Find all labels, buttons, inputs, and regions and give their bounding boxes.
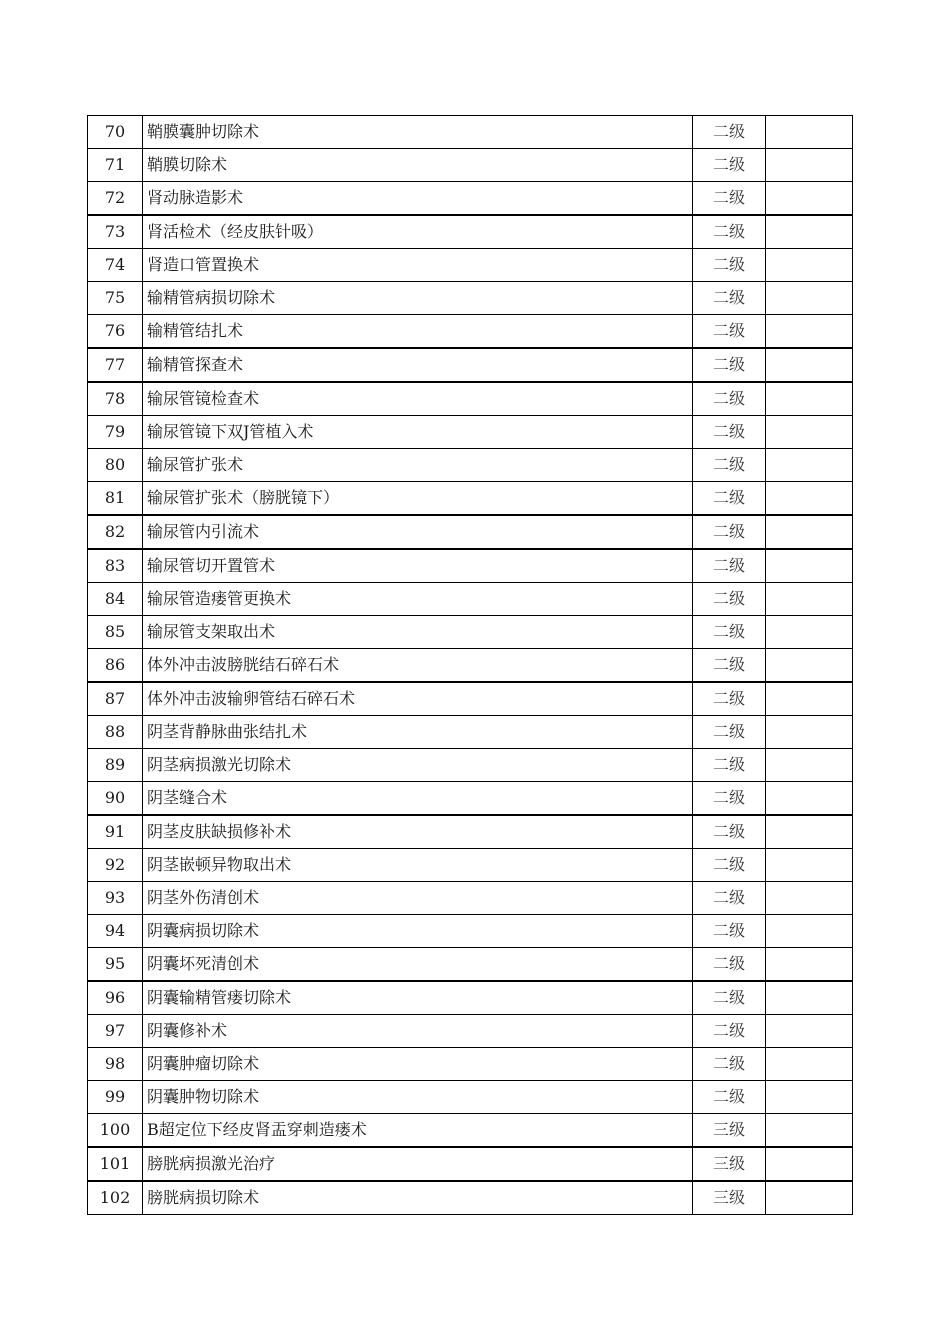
procedure-name-cell: 体外冲击波膀胱结石碎石术	[143, 649, 693, 683]
grade-level-cell: 二级	[693, 882, 766, 915]
remarks-cell	[766, 849, 853, 882]
procedure-name-cell: 阴囊病损切除术	[143, 915, 693, 948]
grade-level-cell: 二级	[693, 583, 766, 616]
grade-level-cell: 二级	[693, 782, 766, 816]
procedure-name-cell: 输精管结扎术	[143, 315, 693, 349]
procedure-name-cell: 体外冲击波输卵管结石碎石术	[143, 682, 693, 716]
row-number-cell: 94	[88, 915, 143, 948]
procedure-name-cell: 阴囊修补术	[143, 1015, 693, 1048]
table-row	[88, 583, 853, 616]
table-row	[88, 716, 853, 749]
grade-level-cell: 二级	[693, 749, 766, 782]
table-row	[88, 282, 853, 315]
grade-level-cell: 二级	[693, 515, 766, 549]
row-number-cell: 97	[88, 1015, 143, 1048]
grade-level-cell: 二级	[693, 282, 766, 315]
row-number-cell: 102	[88, 1181, 143, 1215]
table-row	[88, 416, 853, 449]
procedure-name-cell: 阴茎病损激光切除术	[143, 749, 693, 782]
procedure-name-cell: 阴茎缝合术	[143, 782, 693, 816]
row-number-cell: 81	[88, 482, 143, 516]
table-row	[88, 849, 853, 882]
remarks-cell	[766, 416, 853, 449]
remarks-cell	[766, 149, 853, 182]
procedure-name-cell: 输尿管镜检查术	[143, 382, 693, 416]
procedure-table	[87, 115, 853, 1215]
grade-level-cell: 二级	[693, 149, 766, 182]
row-number-cell: 70	[88, 116, 143, 149]
remarks-cell	[766, 249, 853, 282]
procedure-name-cell: 鞘膜切除术	[143, 149, 693, 182]
row-number-cell: 73	[88, 215, 143, 249]
remarks-cell	[766, 583, 853, 616]
grade-level-cell: 二级	[693, 182, 766, 216]
table-row	[88, 315, 853, 349]
row-number-cell: 83	[88, 549, 143, 583]
grade-level-cell: 三级	[693, 1147, 766, 1181]
table-row	[88, 815, 853, 849]
procedure-name-cell: 鞘膜囊肿切除术	[143, 116, 693, 149]
row-number-cell: 77	[88, 348, 143, 382]
row-number-cell: 86	[88, 649, 143, 683]
remarks-cell	[766, 1147, 853, 1181]
table-row	[88, 782, 853, 816]
table-row	[88, 915, 853, 948]
row-number-cell: 82	[88, 515, 143, 549]
procedure-name-cell: 肾动脉造影术	[143, 182, 693, 216]
procedure-name-cell: 输尿管扩张术	[143, 449, 693, 482]
table-row	[88, 682, 853, 716]
row-number-cell: 76	[88, 315, 143, 349]
procedure-name-cell: 输尿管扩张术（膀胱镜下）	[143, 482, 693, 516]
row-number-cell: 100	[88, 1114, 143, 1148]
row-number-cell: 79	[88, 416, 143, 449]
table-row	[88, 182, 853, 216]
table-row	[88, 1015, 853, 1048]
procedure-name-cell: 阴茎嵌顿异物取出术	[143, 849, 693, 882]
grade-level-cell: 二级	[693, 981, 766, 1015]
procedure-name-cell: 输尿管内引流术	[143, 515, 693, 549]
table-row	[88, 1181, 853, 1215]
remarks-cell	[766, 716, 853, 749]
table-row	[88, 649, 853, 683]
procedure-name-cell: 阴囊坏死清创术	[143, 948, 693, 982]
grade-level-cell: 二级	[693, 482, 766, 516]
table-row	[88, 1114, 853, 1148]
grade-level-cell: 二级	[693, 1081, 766, 1114]
grade-level-cell: 二级	[693, 549, 766, 583]
table-row	[88, 482, 853, 516]
remarks-cell	[766, 182, 853, 216]
grade-level-cell: 二级	[693, 948, 766, 982]
grade-level-cell: 二级	[693, 215, 766, 249]
grade-level-cell: 二级	[693, 1048, 766, 1081]
table-row	[88, 749, 853, 782]
row-number-cell: 89	[88, 749, 143, 782]
table-row	[88, 348, 853, 382]
row-number-cell: 91	[88, 815, 143, 849]
row-number-cell: 99	[88, 1081, 143, 1114]
remarks-cell	[766, 1015, 853, 1048]
remarks-cell	[766, 282, 853, 315]
remarks-cell	[766, 981, 853, 1015]
remarks-cell	[766, 782, 853, 816]
remarks-cell	[766, 215, 853, 249]
grade-level-cell: 三级	[693, 1181, 766, 1215]
row-number-cell: 72	[88, 182, 143, 216]
procedure-name-cell: B超定位下经皮肾盂穿刺造瘘术	[143, 1114, 693, 1148]
row-number-cell: 74	[88, 249, 143, 282]
remarks-cell	[766, 549, 853, 583]
row-number-cell: 87	[88, 682, 143, 716]
grade-level-cell: 二级	[693, 416, 766, 449]
table-row	[88, 948, 853, 982]
procedure-name-cell: 输尿管造瘘管更换术	[143, 583, 693, 616]
procedure-name-cell: 阴茎外伤清创术	[143, 882, 693, 915]
row-number-cell: 90	[88, 782, 143, 816]
table-row	[88, 1048, 853, 1081]
row-number-cell: 92	[88, 849, 143, 882]
remarks-cell	[766, 682, 853, 716]
row-number-cell: 78	[88, 382, 143, 416]
row-number-cell: 98	[88, 1048, 143, 1081]
table-row	[88, 882, 853, 915]
table-row	[88, 449, 853, 482]
table-row	[88, 1147, 853, 1181]
procedure-name-cell: 阴囊输精管瘘切除术	[143, 981, 693, 1015]
table-row	[88, 249, 853, 282]
table-row	[88, 215, 853, 249]
grade-level-cell: 二级	[693, 815, 766, 849]
procedure-name-cell: 输精管病损切除术	[143, 282, 693, 315]
procedure-name-cell: 输精管探查术	[143, 348, 693, 382]
table-row	[88, 382, 853, 416]
row-number-cell: 75	[88, 282, 143, 315]
table-row	[88, 616, 853, 649]
remarks-cell	[766, 616, 853, 649]
grade-level-cell: 二级	[693, 649, 766, 683]
table-row	[88, 116, 853, 149]
remarks-cell	[766, 348, 853, 382]
remarks-cell	[766, 482, 853, 516]
procedure-name-cell: 阴囊肿物切除术	[143, 1081, 693, 1114]
grade-level-cell: 二级	[693, 382, 766, 416]
remarks-cell	[766, 815, 853, 849]
remarks-cell	[766, 749, 853, 782]
grade-level-cell: 二级	[693, 116, 766, 149]
grade-level-cell: 二级	[693, 849, 766, 882]
grade-level-cell: 二级	[693, 1015, 766, 1048]
table-row	[88, 149, 853, 182]
grade-level-cell: 二级	[693, 449, 766, 482]
grade-level-cell: 二级	[693, 682, 766, 716]
procedure-name-cell: 膀胱病损切除术	[143, 1181, 693, 1215]
procedure-name-cell: 输尿管镜下双J管植入术	[143, 416, 693, 449]
row-number-cell: 101	[88, 1147, 143, 1181]
grade-level-cell: 二级	[693, 716, 766, 749]
remarks-cell	[766, 1048, 853, 1081]
grade-level-cell: 二级	[693, 348, 766, 382]
grade-level-cell: 三级	[693, 1114, 766, 1148]
remarks-cell	[766, 1114, 853, 1148]
procedure-name-cell: 肾活检术（经皮肤针吸）	[143, 215, 693, 249]
procedure-name-cell: 阴茎背静脉曲张结扎术	[143, 716, 693, 749]
procedure-table-body	[88, 116, 853, 1215]
table-row	[88, 1081, 853, 1114]
table-row	[88, 549, 853, 583]
remarks-cell	[766, 449, 853, 482]
row-number-cell: 80	[88, 449, 143, 482]
procedure-name-cell: 阴囊肿瘤切除术	[143, 1048, 693, 1081]
grade-level-cell: 二级	[693, 315, 766, 349]
procedure-name-cell: 肾造口管置换术	[143, 249, 693, 282]
row-number-cell: 84	[88, 583, 143, 616]
procedure-name-cell: 输尿管支架取出术	[143, 616, 693, 649]
row-number-cell: 93	[88, 882, 143, 915]
remarks-cell	[766, 882, 853, 915]
remarks-cell	[766, 649, 853, 683]
procedure-name-cell: 阴茎皮肤缺损修补术	[143, 815, 693, 849]
row-number-cell: 88	[88, 716, 143, 749]
procedure-name-cell: 输尿管切开置管术	[143, 549, 693, 583]
procedure-name-cell: 膀胱病损激光治疗	[143, 1147, 693, 1181]
row-number-cell: 96	[88, 981, 143, 1015]
remarks-cell	[766, 116, 853, 149]
grade-level-cell: 二级	[693, 616, 766, 649]
row-number-cell: 71	[88, 149, 143, 182]
remarks-cell	[766, 382, 853, 416]
remarks-cell	[766, 315, 853, 349]
table-row	[88, 981, 853, 1015]
grade-level-cell: 二级	[693, 249, 766, 282]
remarks-cell	[766, 948, 853, 982]
remarks-cell	[766, 915, 853, 948]
remarks-cell	[766, 1181, 853, 1215]
grade-level-cell: 二级	[693, 915, 766, 948]
row-number-cell: 95	[88, 948, 143, 982]
row-number-cell: 85	[88, 616, 143, 649]
remarks-cell	[766, 515, 853, 549]
remarks-cell	[766, 1081, 853, 1114]
table-row	[88, 515, 853, 549]
